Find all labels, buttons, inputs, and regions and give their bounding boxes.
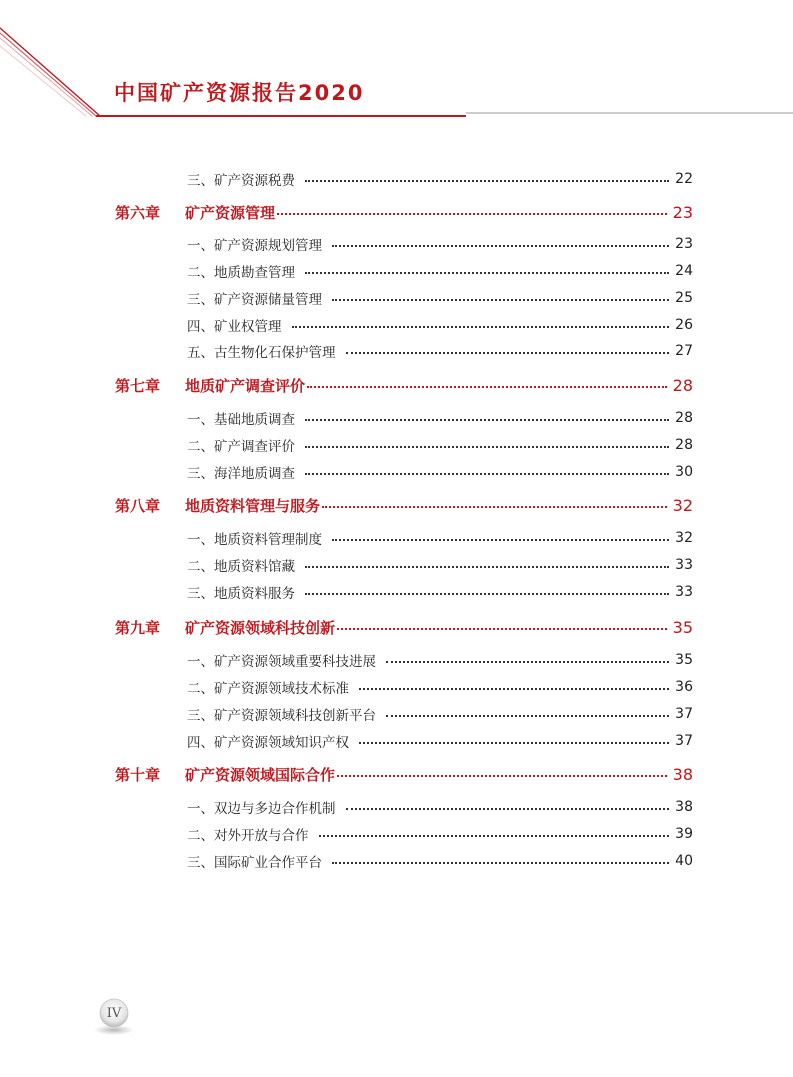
- toc-chapter-row: [115, 616, 693, 638]
- toc-chapter-label: [115, 764, 335, 785]
- toc-page-number: 33: [675, 557, 693, 573]
- toc-leader-dots: [332, 862, 669, 864]
- toc-chapter-row: [115, 763, 693, 785]
- toc-page-number: 38: [675, 799, 693, 815]
- toc-leader-dots: [319, 835, 670, 837]
- toc-leader-dots: [305, 419, 669, 421]
- toc-leader-dots: [332, 245, 669, 247]
- toc-section-label: 二、地质资料馆藏: [187, 559, 295, 575]
- toc-chapter-number: 第九章: [115, 618, 161, 637]
- toc-leader-dots: [386, 661, 669, 663]
- toc-leader-dots: [346, 808, 670, 810]
- toc-section-row: [187, 168, 693, 190]
- toc-chapter-number: 第七章: [115, 376, 161, 395]
- toc-page-number: 38: [672, 764, 693, 784]
- toc-chapter-label: [115, 617, 335, 638]
- toc-section-row: [187, 461, 693, 483]
- toc-section-row: [187, 260, 693, 282]
- toc-chapter-title: 矿产资源领域科技创新: [185, 618, 336, 637]
- toc-section-label: 二、地质勘查管理: [187, 265, 295, 281]
- toc-page-number: 37: [675, 706, 693, 722]
- toc-chapter-title: 矿产资源管理: [185, 203, 276, 222]
- toc-chapter-number: 第八章: [115, 496, 161, 515]
- toc-page-number: 28: [675, 410, 693, 426]
- toc-section-label: 二、对外开放与合作: [187, 828, 309, 844]
- toc-section-row: [187, 649, 693, 671]
- toc-chapter-number: 第十章: [115, 765, 161, 784]
- toc-page-number: 23: [672, 202, 693, 222]
- toc-section-label: 四、矿业权管理: [187, 319, 282, 335]
- toc-page-number: 40: [675, 853, 693, 869]
- toc-section-label: 一、基础地质调查: [187, 412, 295, 428]
- toc-page-number: 36: [675, 679, 693, 695]
- toc-chapter-row: [115, 494, 693, 516]
- toc-leader-dots: [305, 446, 669, 448]
- toc-page-number: 33: [675, 584, 693, 600]
- page-number: IV: [106, 1006, 122, 1021]
- toc-page-number: 30: [675, 464, 693, 480]
- toc-leader-dots: [332, 539, 669, 541]
- toc-chapter-label: [115, 495, 320, 516]
- toc-leader-dots: [277, 213, 667, 215]
- toc-leader-dots: [305, 272, 669, 274]
- toc-section-label: 三、矿产资源领域科技创新平台: [187, 708, 376, 724]
- toc-page-number: 25: [675, 290, 693, 306]
- toc-leader-dots: [322, 506, 667, 508]
- toc-section-row: [187, 407, 693, 429]
- toc-page-number: 26: [675, 317, 693, 333]
- toc-chapter-label: [115, 375, 305, 396]
- toc-section-label: 三、矿产资源储量管理: [187, 292, 322, 308]
- toc-section-row: [187, 314, 693, 336]
- toc-page-number: 24: [675, 263, 693, 279]
- toc-section-row: [187, 434, 693, 456]
- toc-leader-dots: [292, 326, 670, 328]
- toc-page-number: 27: [675, 343, 693, 359]
- toc-page-number: 35: [675, 652, 693, 668]
- toc-chapter-title: 矿产资源领域国际合作: [185, 765, 336, 784]
- toc-leader-dots: [332, 299, 669, 301]
- toc-section-row: [187, 823, 693, 845]
- toc-section-row: [187, 796, 693, 818]
- toc-section-label: 三、矿产资源税费: [187, 173, 295, 189]
- toc-section-label: 一、矿产资源领域重要科技进展: [187, 654, 376, 670]
- toc-section-label: 五、古生物化石保护管理: [187, 345, 336, 361]
- toc-page-number: 23: [675, 236, 693, 252]
- toc-section-label: 一、双边与多边合作机制: [187, 801, 336, 817]
- toc-section-label: 二、矿产调查评价: [187, 439, 295, 455]
- toc-section-row: [187, 730, 693, 752]
- toc-page-number: 32: [672, 495, 693, 515]
- toc-leader-dots: [305, 593, 669, 595]
- toc-section-row: [187, 287, 693, 309]
- toc-chapter-row: [115, 374, 693, 396]
- toc-chapter-row: [115, 201, 693, 223]
- header-swoosh-lines: [0, 28, 100, 116]
- toc-section-label: 三、国际矿业合作平台: [187, 855, 322, 871]
- toc-chapter-label: [115, 202, 275, 223]
- toc-leader-dots: [305, 566, 669, 568]
- toc-section-label: 四、矿产资源领域知识产权: [187, 735, 349, 751]
- toc-section-label: 二、矿产资源领域技术标准: [187, 681, 349, 697]
- toc-page-number: 28: [675, 437, 693, 453]
- toc-page-number: 28: [672, 375, 693, 395]
- toc-section-row: [187, 554, 693, 576]
- toc-page-number: 35: [672, 617, 693, 637]
- toc-section-label: 三、海洋地质调查: [187, 466, 295, 482]
- toc-section-label: 一、矿产资源规划管理: [187, 238, 322, 254]
- toc-leader-dots: [305, 473, 669, 475]
- toc-section-row: [187, 850, 693, 872]
- toc-leader-dots: [305, 180, 669, 182]
- toc-leader-dots: [307, 386, 667, 388]
- toc-chapter-number: 第六章: [115, 203, 161, 222]
- toc-section-row: [187, 233, 693, 255]
- toc-section-row: [187, 676, 693, 698]
- toc-leader-dots: [359, 742, 669, 744]
- toc-section-label: 三、地质资料服务: [187, 586, 295, 602]
- toc-section-row: [187, 581, 693, 603]
- toc-page-number: 37: [675, 733, 693, 749]
- toc-section-row: [187, 703, 693, 725]
- toc-section-label: 一、地质资料管理制度: [187, 532, 322, 548]
- toc-leader-dots: [337, 628, 667, 630]
- toc-leader-dots: [386, 715, 669, 717]
- toc-leader-dots: [346, 352, 670, 354]
- toc-page-number: 22: [675, 171, 693, 187]
- toc-page-number: 32: [675, 530, 693, 546]
- toc-section-row: [187, 340, 693, 362]
- toc-page-number: 39: [675, 826, 693, 842]
- toc-section-row: [187, 527, 693, 549]
- page-title: 中国矿产资源报告2020: [114, 81, 365, 105]
- toc-chapter-title: 地质资料管理与服务: [185, 496, 321, 515]
- toc-leader-dots: [337, 775, 667, 777]
- toc-leader-dots: [359, 688, 669, 690]
- toc-chapter-title: 地质矿产调查评价: [185, 376, 306, 395]
